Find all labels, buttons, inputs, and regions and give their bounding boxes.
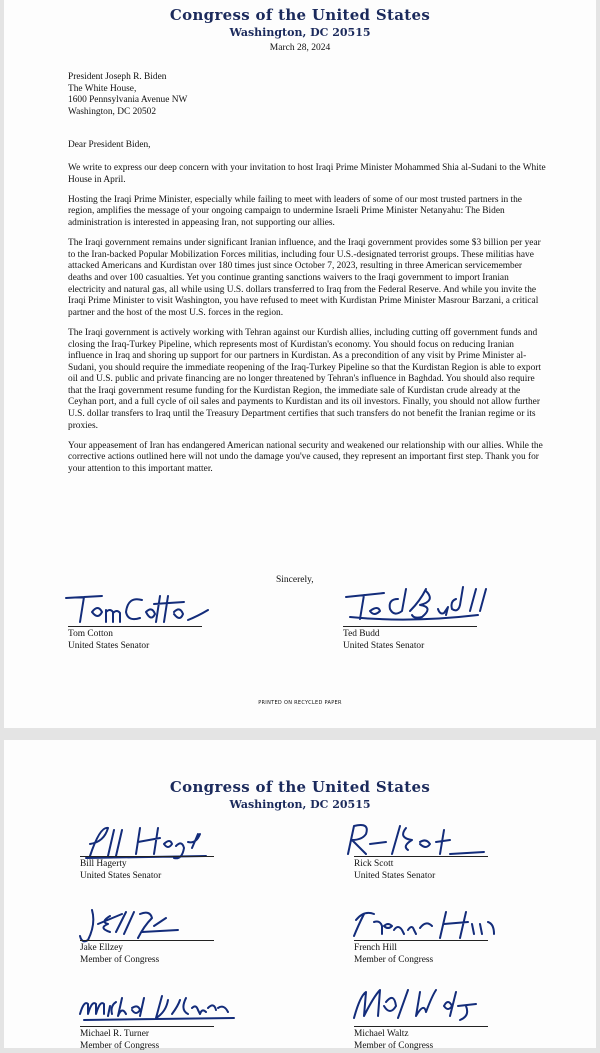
signer-block-budd [343,626,477,653]
letterhead-page-2 [4,778,596,811]
signature-waltz [348,984,488,1024]
signature-line [343,626,477,627]
letterhead-title: Congress of the United States [169,778,431,796]
signature-turner [74,990,244,1024]
signer-name: Rick Scott [354,859,394,869]
signer-name: Bill Hagerty [80,859,127,869]
paragraph: Hosting the Iraqi Prime Minister, especially while failing to meet with leaders of some of our most trusted partners in the region, amplifies the message of your ongoing campaign to undermine Israeli Prime Minister Netanyahu: The Biden administration is interested in appeasing Iran, not supporting our allies. [68,194,522,228]
signer-block-hagerty [80,856,214,883]
signer-title: United States Senator [343,640,425,651]
signer-name: Michael Waltz [354,1029,409,1039]
signature-line [68,626,202,627]
signature-line [80,1026,214,1027]
signer-title: United States Senator [354,870,436,881]
address-line: President Joseph R. Biden [68,72,167,82]
signer-name: Ted Budd [343,629,380,639]
paragraph: We write to express our deep concern with your invitation to host Iraqi Prime Minister Mohammed Shia al-Sudani to the White House in April. [68,163,546,185]
signature-line [80,940,214,941]
address-line: Washington, DC 20502 [68,106,157,117]
paragraph: Your appeasement of Iran has endangered American national security and weakened our relationship with our allies. While the corrective actions outlined here will not undo the damage you've caused, they represent an important first step. Thank you for your attention to this important matter. [68,440,543,475]
signer-block-ellzey [80,940,214,967]
recycled-paper-footer: PRINTED ON RECYCLED PAPER [258,700,342,706]
signer-title: Member of Congress [80,954,160,965]
signer-name: French Hill [354,943,397,953]
letter-page-1 [4,0,596,728]
signature-budd [340,585,490,625]
signer-block-scott [354,856,488,883]
address-line: 1600 Pennsylvania Avenue NW [68,95,188,106]
signature-line [354,1026,488,1027]
closing: Sincerely, [276,575,314,585]
signature-line [354,856,488,857]
salutation: Dear President Biden, [68,140,151,150]
letter-date: March 28, 2024 [269,43,331,53]
signer-title: Member of Congress [80,1040,160,1051]
signer-title: Member of Congress [354,954,434,965]
signer-block-turner [80,1026,214,1053]
signer-name: Michael R. Turner [80,1029,150,1039]
letterhead-city: Washington, DC 20515 [229,798,371,811]
signature-hill [350,906,500,942]
address-line: The White House, [68,83,137,94]
paragraph: The Iraqi government remains under significant Iranian influence, and the Iraqi government provides some $3 billion per year to the Iran-backed Popular Mobilization Forces militias, including four U.S.-designated terrorist groups. These militias have attacked Americans and Kurdistan over 180 times just since October 7, 2023, resulting in three American servicemember deaths and over 100 casualties. Yet you continue granting sanctions waivers to the Iraqi government to import Iranian electricity and natural gas, all while using U.S. dollars transferred to Iraq from the Federal Reserve. And while you invite the Iraqi Prime Minister to visit Washington, you have refused to meet with Kurdistan Prime Minister Masrour Barzani, a critical partner and the host of the most U.S. forces in the region. [68,238,541,318]
signature-line [80,856,214,857]
signer-name: Tom Cotton [68,629,113,639]
recipient-address [68,72,187,118]
signer-block-hill [354,940,488,967]
signer-name: Jake Ellzey [80,943,123,953]
signer-title: United States Senator [80,870,162,881]
signer-title: United States Senator [68,640,150,651]
letter-body [68,163,548,484]
letterhead-title: Congress of the United States [169,6,431,24]
letterhead-city: Washington, DC 20515 [229,26,371,39]
letterhead [4,6,596,53]
signer-title: Member of Congress [354,1040,434,1051]
paragraph: The Iraqi government is actively working with Tehran against our Kurdish allies, including cutting off government funds and closing the Iraq-Turkey Pipeline, which represents most of Kurdistan's economy. You should focus on reducing Iranian influence in Iraq and shoring up support for our partners in Kurdistan. As a precondition of any visit by Prime Minister al-Sudani, you should require the immediate reopening of the Iraq-Turkey Pipeline so that the Kurdistan Region is able to export oil and U.S. public and private financing are no longer threatened by Tehran's influence in Baghdad. You should also require that the Iraqi government resume funding for the Kurdistan Region, the immediate sale of Kurdistan crude already at the Ceyhan port, and a full cycle of oil sales and payments to Kurdistan and its oil investors. Finally, you should not allow further U.S. dollar transfers to Iraq until the Treasury Department certifies that such transfers do not benefit the Iranian regime or its proxies. [68,327,541,431]
signature-line [354,940,488,941]
signature-cotton [62,588,212,628]
signer-block-waltz [354,1026,488,1053]
signature-scott [340,820,490,860]
signer-block-cotton [68,626,202,653]
letter-page-2 [4,740,596,1051]
